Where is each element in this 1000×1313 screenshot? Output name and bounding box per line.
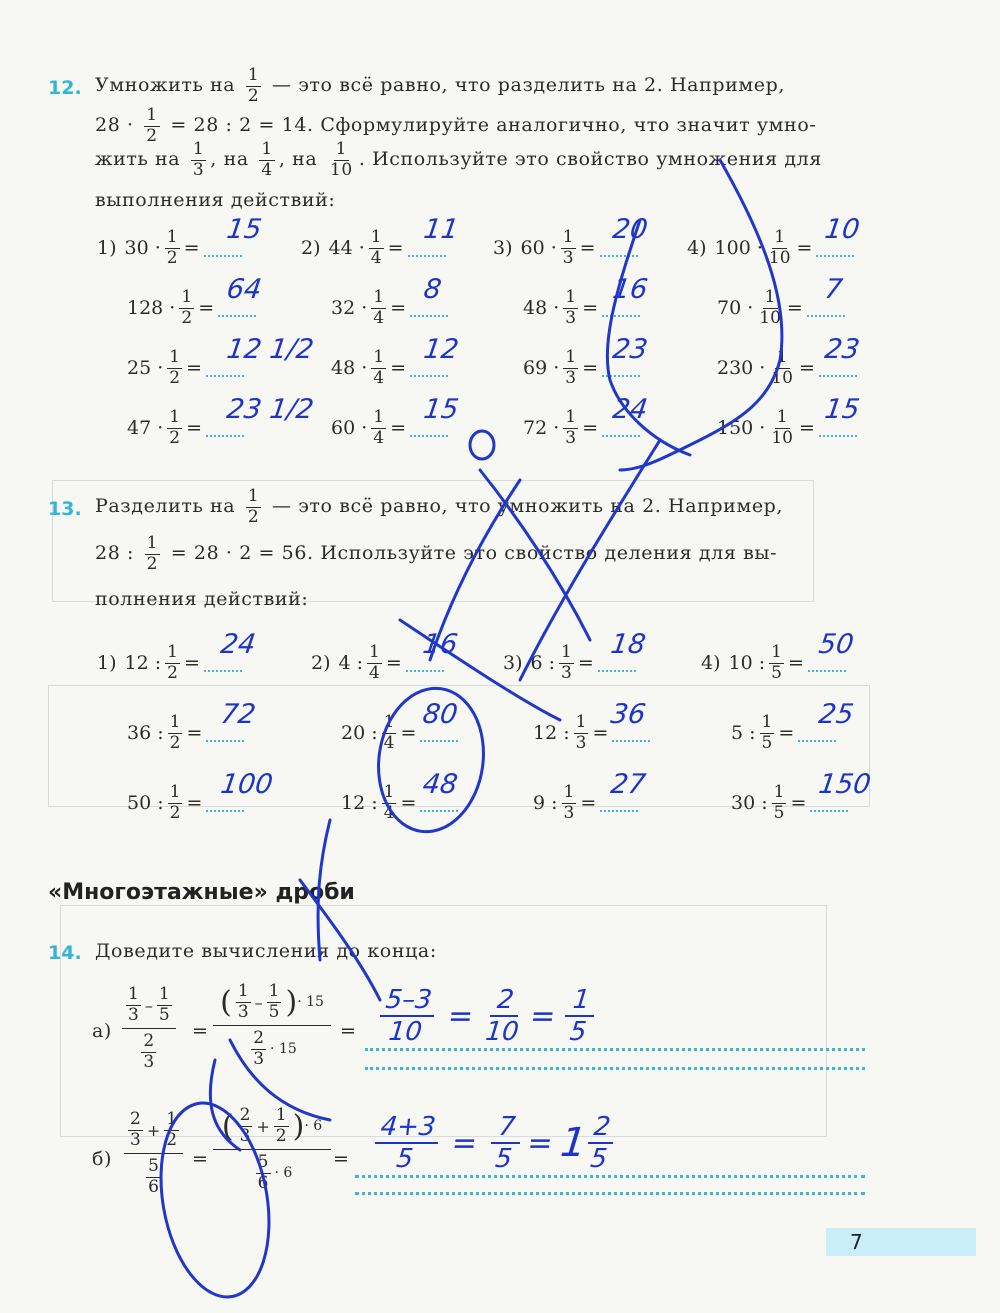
- fraction: $\frac{1}{10}$: [771, 407, 793, 448]
- task-13-number: 13.: [48, 498, 82, 520]
- fraction: $\frac{1}{2}$: [169, 347, 181, 388]
- operand: 32 ·: [331, 297, 368, 320]
- fraction: $\frac{1}{2}$: [247, 65, 260, 106]
- fraction: $\frac{1}{10}$: [759, 287, 781, 328]
- task-12-number: 12.: [48, 77, 82, 99]
- operand: 30 ·: [124, 237, 161, 260]
- task-14b-complex-fraction: $\frac{2}{3}$ + $\frac{1}{2}$ $\frac{5}{6}$: [124, 1110, 183, 1197]
- handwritten-answer: 27: [608, 769, 648, 800]
- equals-sign: =: [333, 1148, 350, 1170]
- handwritten-answer: 12 1/2: [224, 334, 316, 365]
- operand: 12 :: [341, 792, 378, 815]
- pen-stroke: [300, 880, 380, 1000]
- operand: 50 :: [127, 792, 164, 815]
- task-14b-label: б): [92, 1148, 113, 1170]
- handwritten-answer: 23: [610, 334, 650, 365]
- handwritten-answer: 150: [816, 769, 873, 800]
- handwritten-answer: 25: [816, 699, 856, 730]
- fraction: $\frac{1}{4}$: [373, 407, 385, 448]
- equals-sign: =: [400, 722, 417, 745]
- operand: 10 :: [728, 652, 766, 675]
- handwritten-answer: 72: [218, 699, 258, 730]
- operand: 9 :: [533, 792, 558, 815]
- operand: 60 ·: [520, 237, 557, 260]
- equals-sign: =: [192, 1020, 209, 1042]
- operand: 48 ·: [331, 357, 368, 380]
- fraction: $\frac{1}{10}$: [768, 227, 791, 268]
- equals-sign: =: [582, 417, 599, 440]
- handwritten-answer: 7: [822, 274, 845, 305]
- handwritten-answer: 8: [421, 274, 444, 305]
- handwritten-answer: 16: [420, 629, 460, 660]
- fraction: $\frac{1}{4}$: [369, 642, 380, 683]
- task-12-text: = 28 : 2 = 14. Сформулируйте аналогично, что значит умно-: [170, 114, 817, 137]
- fraction: $\frac{1}{3}$: [562, 227, 574, 268]
- operand: 100 ·: [714, 237, 763, 260]
- task-12-text: , на: [210, 148, 249, 171]
- operand: 12 :: [124, 652, 162, 675]
- fraction: $\frac{1}{4}$: [373, 347, 385, 388]
- fraction: $\frac{1}{3}$: [192, 139, 205, 180]
- handwritten-answer: 10: [822, 214, 862, 245]
- page-number: 7: [850, 1230, 863, 1254]
- fraction: $\frac{1}{2}$: [169, 712, 181, 753]
- task-12-text: , на: [278, 148, 318, 171]
- task-13-text: — это всё равно, что умножить на 2. Например,: [271, 495, 784, 518]
- fraction: $\frac{1}{10}$: [771, 347, 793, 388]
- task-12-text: . Используйте это свойство умножения для: [358, 148, 822, 171]
- fraction: $\frac{1}{2}$: [167, 642, 178, 683]
- task-14a-expanded-fraction: ( $\frac{1}{3}$ – $\frac{1}{5}$ ) · 15 $\frac{2}{3}$ · 15: [213, 982, 331, 1069]
- equals-sign: =: [390, 357, 407, 380]
- handwritten-answer: 36: [608, 699, 648, 730]
- handwritten-answer: 20: [610, 214, 650, 245]
- equals-sign: =: [786, 297, 803, 320]
- fraction: $\frac{1}{2}$: [247, 486, 260, 527]
- task-12-text: 28 ·: [95, 114, 134, 137]
- operand: 128 ·: [127, 297, 176, 320]
- fraction: $\frac{1}{2}$: [169, 407, 181, 448]
- pen-circle: [147, 1094, 283, 1305]
- task-13-text: 28 :: [95, 542, 135, 565]
- equals-sign: =: [592, 722, 609, 745]
- fraction: $\frac{1}{4}$: [383, 782, 395, 823]
- handwritten-solution-a: $\frac{5-3}{10}$ = $\frac{2}{10}$ = $\frac{1}{5}$: [377, 985, 598, 1047]
- handwritten-answer: 12: [421, 334, 461, 365]
- equals-sign: =: [183, 237, 200, 260]
- fraction: $\frac{1}{2}$: [146, 105, 158, 146]
- task-14b-expanded-fraction: ( $\frac{2}{3}$ + $\frac{1}{2}$ ) · 6 $\frac{5}{6}$ · 6: [213, 1106, 331, 1193]
- pen-stroke: [620, 160, 782, 470]
- equals-sign: =: [186, 417, 203, 440]
- handwritten-answer: 50: [816, 629, 856, 660]
- operand: 36 :: [127, 722, 164, 745]
- task-14a-label: а): [92, 1020, 112, 1042]
- equals-sign: =: [186, 357, 203, 380]
- exercise-label: 4): [701, 652, 721, 675]
- equals-sign: =: [400, 792, 417, 815]
- handwritten-answer: 24: [610, 394, 650, 425]
- exercise-label: 3): [503, 652, 523, 675]
- task-13-line-3: полнения действий:: [95, 588, 309, 610]
- equals-sign: =: [186, 792, 203, 815]
- equals-sign: =: [778, 722, 795, 745]
- fraction: $\frac{1}{3}$: [561, 642, 572, 683]
- operand: 150 ·: [717, 417, 766, 440]
- fraction: $\frac{1}{4}$: [373, 287, 385, 328]
- pen-stroke: [318, 820, 330, 960]
- handwritten-answer: 16: [610, 274, 650, 305]
- task-14a-complex-fraction: $\frac{1}{3}$ – $\frac{1}{5}$ $\frac{2}{3}$: [122, 985, 176, 1072]
- task-13-text: Разделить на: [95, 495, 236, 518]
- exercise-label: 2): [311, 652, 331, 675]
- pen-circle: [369, 681, 492, 838]
- operand: 20 :: [341, 722, 378, 745]
- operand: 4 :: [338, 652, 364, 675]
- equals-sign: =: [787, 652, 804, 675]
- fraction: $\frac{1}{3}$: [565, 287, 577, 328]
- fraction: $\frac{1}{3}$: [563, 782, 575, 823]
- task-14-number: 14.: [48, 942, 82, 964]
- equals-sign: =: [390, 417, 407, 440]
- operand: 30 :: [731, 792, 768, 815]
- handwritten-answer: 18: [608, 629, 648, 660]
- equals-sign: =: [582, 357, 599, 380]
- task-12-text: Умножить на: [95, 74, 236, 97]
- handwritten-answer: 24: [218, 629, 258, 660]
- operand: 47 ·: [127, 417, 164, 440]
- fraction: $\frac{1}{2}$: [166, 227, 178, 268]
- operand: 48 ·: [523, 297, 560, 320]
- equals-sign: =: [198, 297, 215, 320]
- task-14-text: Доведите вычисления до конца:: [95, 940, 437, 962]
- operand: 60 ·: [331, 417, 368, 440]
- pen-stroke: [520, 440, 660, 680]
- equals-sign: =: [579, 237, 596, 260]
- pen-stroke: [230, 1040, 330, 1120]
- operand: 70 ·: [717, 297, 754, 320]
- pen-circle: [470, 431, 494, 459]
- task-12-text: жить на: [95, 148, 181, 171]
- fraction: $\frac{1}{2}$: [169, 782, 181, 823]
- fraction: $\frac{1}{5}$: [773, 782, 785, 823]
- task-12-line-4: выполнения действий:: [95, 189, 336, 211]
- section-heading: «Многоэтажные» дроби: [48, 880, 355, 905]
- equals-sign: =: [582, 297, 599, 320]
- fraction: $\frac{1}{10}$: [329, 139, 353, 180]
- minus-sign: –: [144, 995, 153, 1015]
- pen-stroke: [480, 470, 590, 640]
- handwritten-solution-b: $\frac{4+3}{5}$ = $\frac{7}{5}$ = 1 2 5: [372, 1112, 616, 1174]
- operand: 69 ·: [523, 357, 560, 380]
- operand: 5 :: [731, 722, 756, 745]
- equals-sign: =: [577, 652, 594, 675]
- exercise-label: 2): [301, 237, 321, 260]
- pen-stroke: [607, 220, 690, 455]
- equals-sign: =: [796, 237, 813, 260]
- equals-sign: =: [385, 652, 402, 675]
- equals-sign: =: [799, 357, 815, 380]
- handwritten-answer: 48: [420, 769, 460, 800]
- equals-sign: =: [790, 792, 807, 815]
- fraction: $\frac{1}{3}$: [575, 712, 587, 753]
- fraction: $\frac{1}{4}$: [383, 712, 395, 753]
- equals-sign: =: [183, 652, 200, 675]
- task-13-text: = 28 · 2 = 56. Используйте это свойство деления для вы-: [170, 542, 778, 565]
- exercise-label: 1): [97, 237, 117, 260]
- exercise-label: 3): [493, 237, 513, 260]
- equals-sign: =: [580, 792, 597, 815]
- operand: 6 :: [530, 652, 556, 675]
- task-12-text: — это всё равно, что разделить на 2. Например,: [271, 74, 785, 97]
- fraction: $\frac{1}{3}$: [565, 407, 577, 448]
- pen-stroke: [400, 620, 560, 720]
- handwritten-answer: 11: [421, 214, 461, 245]
- fraction: $\frac{1}{5}$: [761, 712, 773, 753]
- exercise-label: 4): [687, 237, 707, 260]
- operand: 72 ·: [523, 417, 560, 440]
- handwritten-answer: 64: [224, 274, 264, 305]
- equals-sign: =: [192, 1148, 209, 1170]
- handwritten-answer: 100: [218, 769, 275, 800]
- fraction: $\frac{1}{2}$: [181, 287, 193, 328]
- exercise-label: 1): [97, 652, 117, 675]
- operand: 12 :: [533, 722, 570, 745]
- fraction: $\frac{1}{4}$: [261, 139, 273, 180]
- fraction: $\frac{1}{3}$: [565, 347, 577, 388]
- operand: 44 ·: [328, 237, 365, 260]
- equals-sign: =: [387, 237, 404, 260]
- handwritten-answer: 15: [421, 394, 461, 425]
- handwritten-answer: 80: [420, 699, 460, 730]
- equals-sign: =: [799, 417, 815, 440]
- equals-sign: =: [186, 722, 203, 745]
- handwritten-answer: 15: [822, 394, 862, 425]
- handwritten-answer: 15: [224, 214, 264, 245]
- equals-sign: =: [390, 297, 407, 320]
- fraction: $\frac{1}{4}$: [370, 227, 382, 268]
- operand: 25 ·: [127, 357, 164, 380]
- handwritten-answer: 23 1/2: [224, 394, 316, 425]
- equals-sign: =: [340, 1020, 357, 1042]
- operand: 230 ·: [717, 357, 766, 380]
- fraction: $\frac{1}{5}$: [771, 642, 782, 683]
- handwritten-answer: 23: [822, 334, 862, 365]
- fraction: $\frac{1}{2}$: [146, 533, 159, 574]
